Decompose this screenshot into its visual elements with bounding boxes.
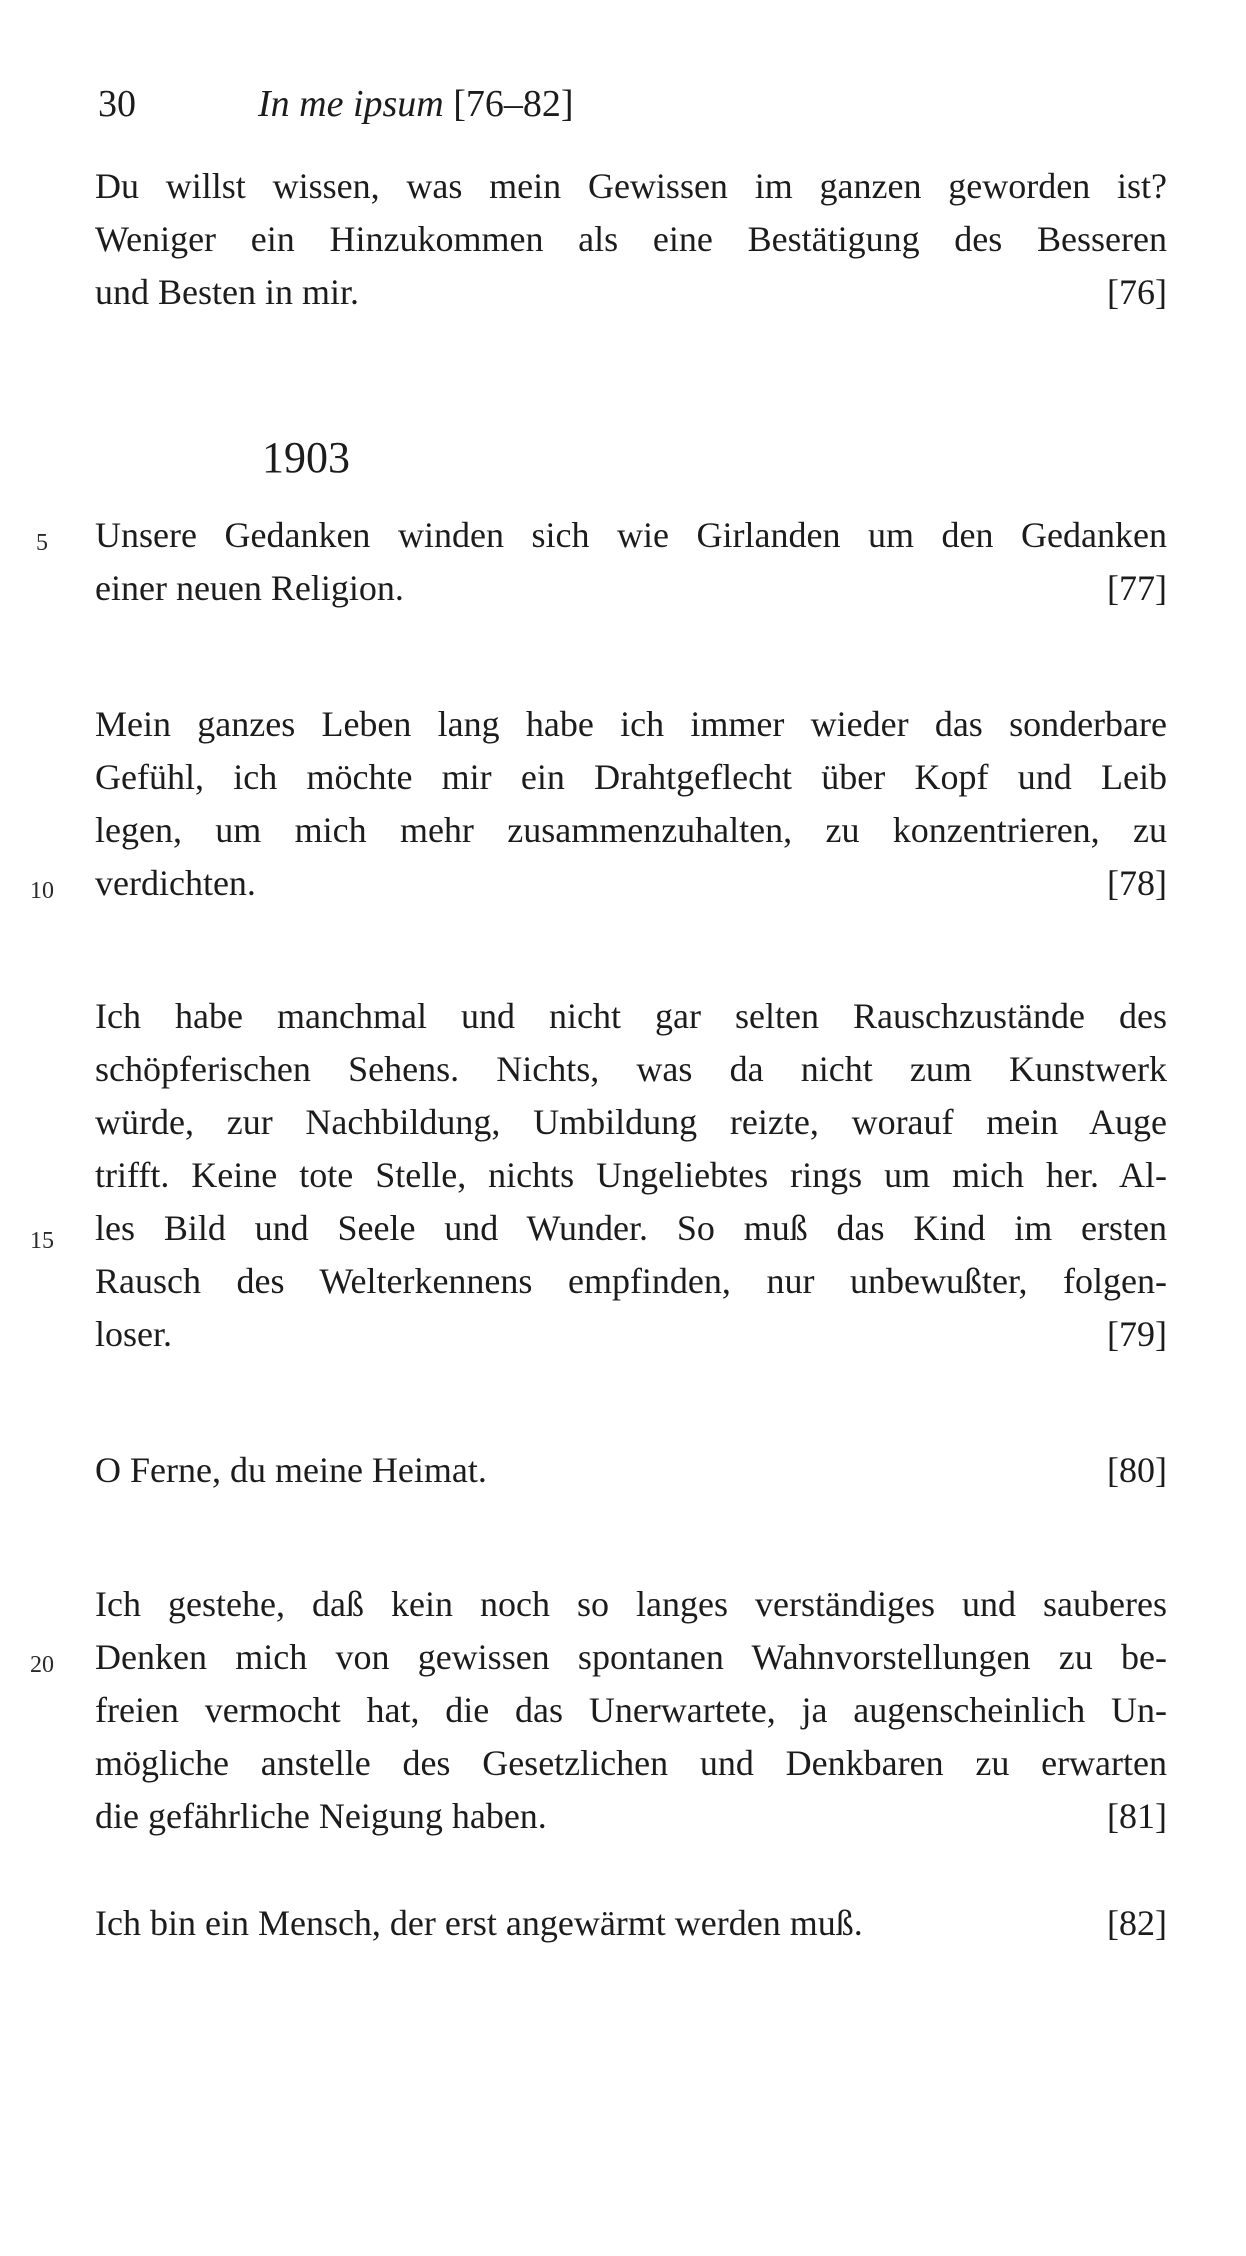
running-header — [98, 78, 1168, 130]
entry-81 — [95, 1578, 1167, 1843]
running-title — [258, 78, 574, 130]
entry-79 — [95, 990, 1167, 1361]
entry-line: legen, um mich mehr zusammenzuhalten, zu konzentrieren, zu — [95, 810, 1167, 850]
margin-line-number: 10 — [30, 878, 54, 904]
entry-number: [82] — [1107, 1903, 1167, 1943]
entry-line: einer neuen Religion. — [95, 568, 404, 608]
entry-line: Rausch des Welterkennens empfinden, nur unbewußter, folgen- — [95, 1261, 1167, 1301]
entry-line: und Besten in mir. — [95, 272, 359, 312]
entry-line: O Ferne, du meine Heimat. — [95, 1450, 487, 1490]
entry-number: [76] — [1107, 272, 1167, 312]
entry-line: les Bild und Seele und Wunder. So muß das Kind im ersten — [95, 1208, 1167, 1248]
entry-line: Denken mich von gewissen spontanen Wahnvorstellungen zu be- — [95, 1637, 1167, 1677]
margin-line-number: 5 — [36, 530, 48, 556]
entry-line: würde, zur Nachbildung, Umbildung reizte, worauf mein Auge — [95, 1102, 1167, 1142]
margin-line-number: 20 — [30, 1652, 54, 1678]
entry-line: Du willst wissen, was mein Gewissen im ganzen geworden ist? — [95, 166, 1167, 206]
entry-line: Ich gestehe, daß kein noch so langes verständiges und sauberes — [95, 1584, 1167, 1624]
entry-line: Ich habe manchmal und nicht gar selten Rauschzustände des — [95, 996, 1167, 1036]
entry-number: [78] — [1107, 863, 1167, 903]
entry-range: [76–82] — [453, 83, 574, 125]
entry-line: Gefühl, ich möchte mir ein Drahtgeflecht über Kopf und Leib — [95, 757, 1167, 797]
entry-last-line — [95, 1444, 1167, 1497]
entry-line: Unsere Gedanken winden sich wie Girlanden um den Gedanken — [95, 515, 1167, 555]
entry-line: freien vermocht hat, die das Unerwartete, ja augenscheinlich Un- — [95, 1690, 1167, 1730]
entry-last-line — [95, 1308, 1167, 1361]
entry-80 — [95, 1444, 1167, 1497]
year-heading: 1903 — [262, 433, 350, 482]
entry-line: schöpferischen Sehens. Nichts, was da nicht zum Kunstwerk — [95, 1049, 1167, 1089]
entry-last-line — [95, 562, 1167, 615]
entry-line: loser. — [95, 1314, 172, 1354]
entry-number: [80] — [1107, 1450, 1167, 1490]
entry-76 — [95, 160, 1167, 319]
entry-number: [81] — [1107, 1796, 1167, 1836]
margin-line-number: 15 — [30, 1228, 54, 1254]
entry-line: trifft. Keine tote Stelle, nichts Ungeliebtes rings um mich her. Al- — [95, 1155, 1167, 1195]
entry-line: Weniger ein Hinzukommen als eine Bestätigung des Besseren — [95, 219, 1167, 259]
entry-line: Mein ganzes Leben lang habe ich immer wieder das sonderbare — [95, 704, 1167, 744]
entry-77 — [95, 509, 1167, 615]
entry-number: [79] — [1107, 1314, 1167, 1354]
entry-number: [77] — [1107, 568, 1167, 608]
entry-line: mögliche anstelle des Gesetzlichen und Denkbaren zu erwarten — [95, 1743, 1167, 1783]
entry-line: Ich bin ein Mensch, der erst angewärmt werden muß. — [95, 1903, 863, 1943]
entry-last-line — [95, 266, 1167, 319]
running-title-text: In me ipsum — [258, 83, 444, 125]
entry-last-line — [95, 1897, 1167, 1950]
entry-last-line — [95, 1790, 1167, 1843]
entry-line: die gefährliche Neigung haben. — [95, 1796, 547, 1836]
entry-line: verdichten. — [95, 863, 256, 903]
page-number: 30 — [98, 83, 136, 125]
entry-82 — [95, 1897, 1167, 1950]
entry-78 — [95, 698, 1167, 910]
entry-last-line — [95, 857, 1167, 910]
